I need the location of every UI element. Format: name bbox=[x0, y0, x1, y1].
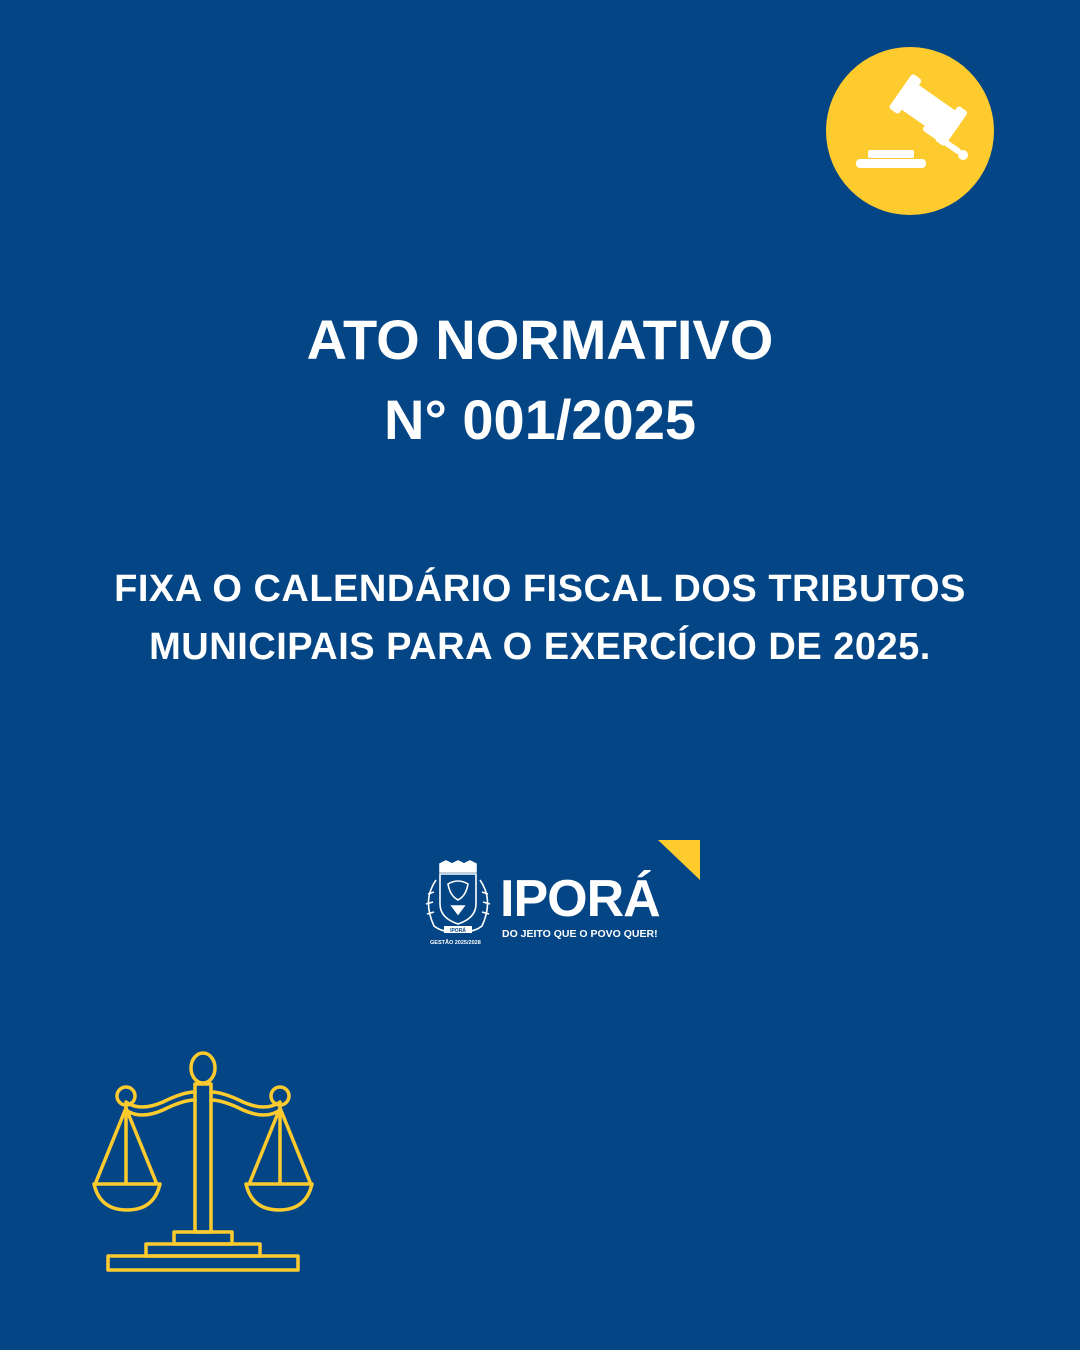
coat-of-arms-icon bbox=[416, 860, 500, 942]
document-subject bbox=[0, 560, 1080, 676]
subject-line-1: FIXA O CALENDÁRIO FISCAL DOS TRIBUTOS bbox=[114, 568, 966, 610]
document-title bbox=[0, 300, 1080, 460]
logo-corner-accent bbox=[658, 840, 700, 880]
title-line-1: ATO NORMATIVO bbox=[306, 308, 774, 371]
gavel-badge bbox=[826, 47, 994, 215]
scales-of-justice-icon bbox=[88, 1050, 320, 1280]
gavel-icon bbox=[826, 47, 994, 215]
ipora-logo bbox=[416, 840, 700, 952]
crest-label: IPORÁ bbox=[450, 928, 466, 934]
brand-slogan: DO JEITO QUE O POVO QUER! bbox=[502, 928, 658, 940]
brand-name: IPORÁ bbox=[500, 870, 660, 928]
brand-term: GESTÃO 2025/2028 bbox=[430, 940, 481, 946]
subject-line-2: MUNICIPAIS PARA O EXERCÍCIO DE 2025. bbox=[149, 626, 931, 668]
title-number: N° 001/2025 bbox=[384, 388, 696, 451]
